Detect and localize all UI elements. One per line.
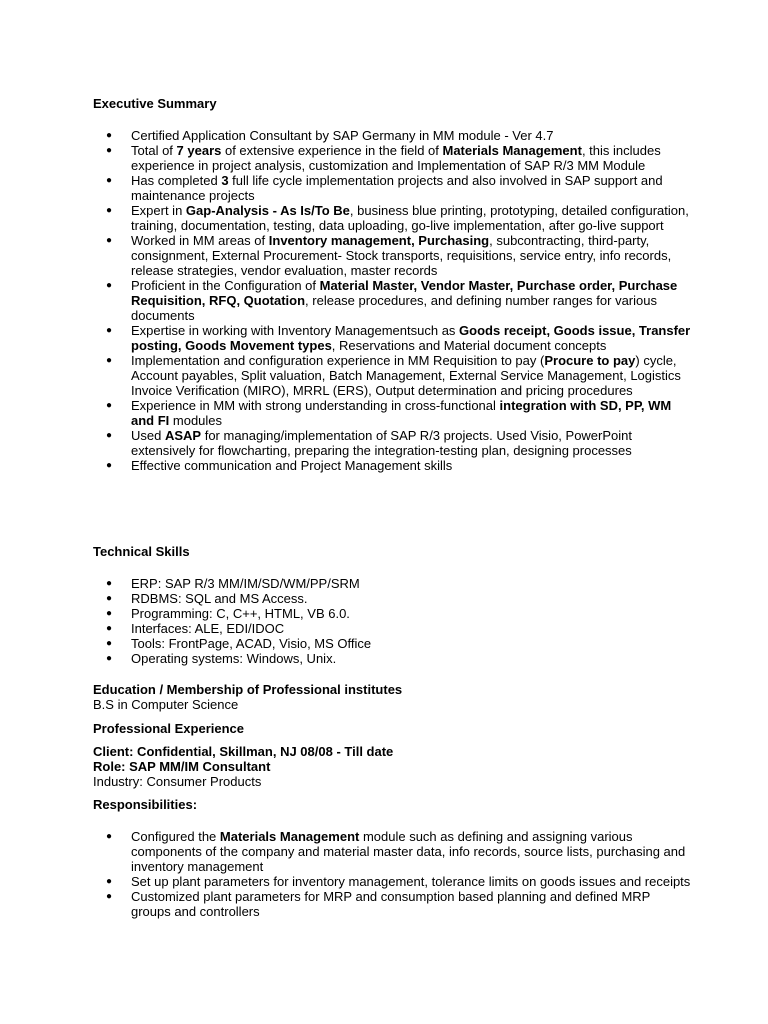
bold-text: Inventory management, Purchasing [268,233,490,248]
list-item [93,203,693,233]
list-item [93,128,693,143]
list-text: Expert in [131,203,186,218]
bold-text: Materials Management [219,829,360,844]
industry-line: Industry: Consumer Products [93,774,262,789]
list-text: Programming: C, C++, HTML, VB 6.0. [131,606,350,621]
bullet-icon: ● [106,638,113,649]
bullet-icon: ● [106,205,113,216]
bullet-icon: ● [106,280,113,291]
list-text: Operating systems: Windows, Unix. [131,651,337,666]
bullet-icon: ● [106,653,113,664]
bullet-icon: ● [106,831,113,842]
list-item [93,398,693,428]
list-text: Interfaces: ALE, EDI/IDOC [131,621,285,636]
list-text: full life cycle implementation projects and also involved in SAP support and maintenance projects [131,173,663,203]
list-item [93,143,693,173]
technical-skills-section [93,544,693,559]
bullet-icon: ● [106,578,113,589]
list-text: of extensive experience in the field of [221,143,443,158]
bold-text: Gap-Analysis - As Is/To Be [185,203,350,218]
executive-summary-section [93,96,693,111]
list-item [93,651,693,666]
professional-experience-section [93,721,693,736]
bold-text: 3 [221,173,229,188]
list-item [93,428,693,458]
executive-summary-list-wrap [93,128,693,473]
list-text: Expertise in working with Inventory Managementsuch as [131,323,460,338]
list-text: , this includes experience in project analysis, customization and Implementation of SAP R/3 MM Module [131,143,661,173]
list-item [93,591,693,606]
list-text: Worked in MM areas of [131,233,269,248]
list-item [93,874,693,889]
bullet-icon: ● [106,175,113,186]
list-text: Configured the [131,829,220,844]
list-item [93,621,693,636]
list-item [93,606,693,621]
list-text: Has completed [131,173,222,188]
list-item [93,829,693,874]
list-item [93,576,693,591]
list-text: Experience in MM with strong understanding in cross-functional [131,398,500,413]
list-item [93,636,693,651]
bold-text: Goods receipt, Goods issue, Transfer posting, Goods Movement types [131,323,691,353]
bullet-icon: ● [106,623,113,634]
list-item [93,233,693,278]
responsibilities-list-wrap [93,829,693,919]
list-item [93,353,693,398]
list-text: ) cycle, Account payables, Split valuation, Batch Management, External Service Management, Logistics Invoice Verification (MIRO), MRRL (ERS), Output determination and pricing procedures [131,353,681,398]
executive-summary-list [93,128,693,473]
professional-experience-heading: Professional Experience [93,721,245,736]
list-text: modules [169,413,223,428]
list-text: Total of [131,143,177,158]
list-text: , release procedures, and defining number ranges for various documents [131,293,657,323]
bullet-icon: ● [106,145,113,156]
bullet-icon: ● [106,130,113,141]
client-line: Client: Confidential, Skillman, NJ 08/08 - Till date [93,744,394,759]
executive-summary-heading: Executive Summary [93,96,217,111]
list-text: ERP: SAP R/3 MM/IM/SD/WM/PP/SRM [131,576,360,591]
bold-text: ASAP [164,428,202,443]
responsibilities-section [93,797,693,812]
list-text: Used [131,428,165,443]
list-text: , subcontracting, third-party, consignment, External Procurement- Stock transports, requisitions, service entry, info records, release strategies, vendor evaluation, master records [131,233,672,278]
role-line: Role: SAP MM/IM Consultant [93,759,271,774]
list-text: Implementation and configuration experience in MM Requisition to pay ( [131,353,545,368]
bullet-icon: ● [106,460,113,471]
technical-skills-list [93,576,693,666]
list-item [93,458,693,473]
bullet-icon: ● [106,325,113,336]
list-text: Proficient in the Configuration of [131,278,320,293]
job-details [93,744,693,789]
list-text: Effective communication and Project Management skills [131,458,453,473]
responsibilities-heading: Responsibilities: [93,797,198,812]
bullet-icon: ● [106,355,113,366]
list-item [93,173,693,203]
bullet-icon: ● [106,400,113,411]
technical-skills-heading: Technical Skills [93,544,190,559]
list-item [93,278,693,323]
list-text: , Reservations and Material document concepts [331,338,607,353]
list-item [93,323,693,353]
list-item [93,889,693,919]
bullet-icon: ● [106,876,113,887]
bold-text: Procure to pay [544,353,636,368]
list-text: RDBMS: SQL and MS Access. [131,591,308,606]
bold-text: Material Master, Vendor Master, Purchase order, Purchase Requisition, RFQ, Quotation [131,278,678,308]
bullet-icon: ● [106,235,113,246]
list-text: Customized plant parameters for MRP and consumption based planning and defined MRP groups and controllers [131,889,651,919]
list-text: Set up plant parameters for inventory management, tolerance limits on goods issues and receipts [131,874,691,889]
technical-skills-list-wrap [93,576,693,666]
bold-text: 7 years [176,143,222,158]
responsibilities-list [93,829,693,919]
education-heading: Education / Membership of Professional institutes [93,682,403,697]
education-degree: B.S in Computer Science [93,697,239,712]
education-section [93,682,693,712]
bold-text: integration with SD, PP, WM and FI [131,398,672,428]
list-text: for managing/implementation of SAP R/3 projects. Used Visio, PowerPoint extensively for flowcharting, preparing the integration-testing plan, designing processes [131,428,632,458]
bullet-icon: ● [106,608,113,619]
list-text: Certified Application Consultant by SAP Germany in MM module - Ver 4.7 [131,128,554,143]
bullet-icon: ● [106,593,113,604]
list-text: module such as defining and assigning various components of the company and material master data, info records, source lists, purchasing and inventory management [131,829,686,874]
bullet-icon: ● [106,891,113,902]
list-text: , business blue printing, prototyping, detailed configuration, training, documentation, testing, data uploading, go-live implementation, after go-live support [131,203,689,233]
list-text: Tools: FrontPage, ACAD, Visio, MS Office [131,636,372,651]
bold-text: Materials Management [442,143,582,158]
bullet-icon: ● [106,430,113,441]
